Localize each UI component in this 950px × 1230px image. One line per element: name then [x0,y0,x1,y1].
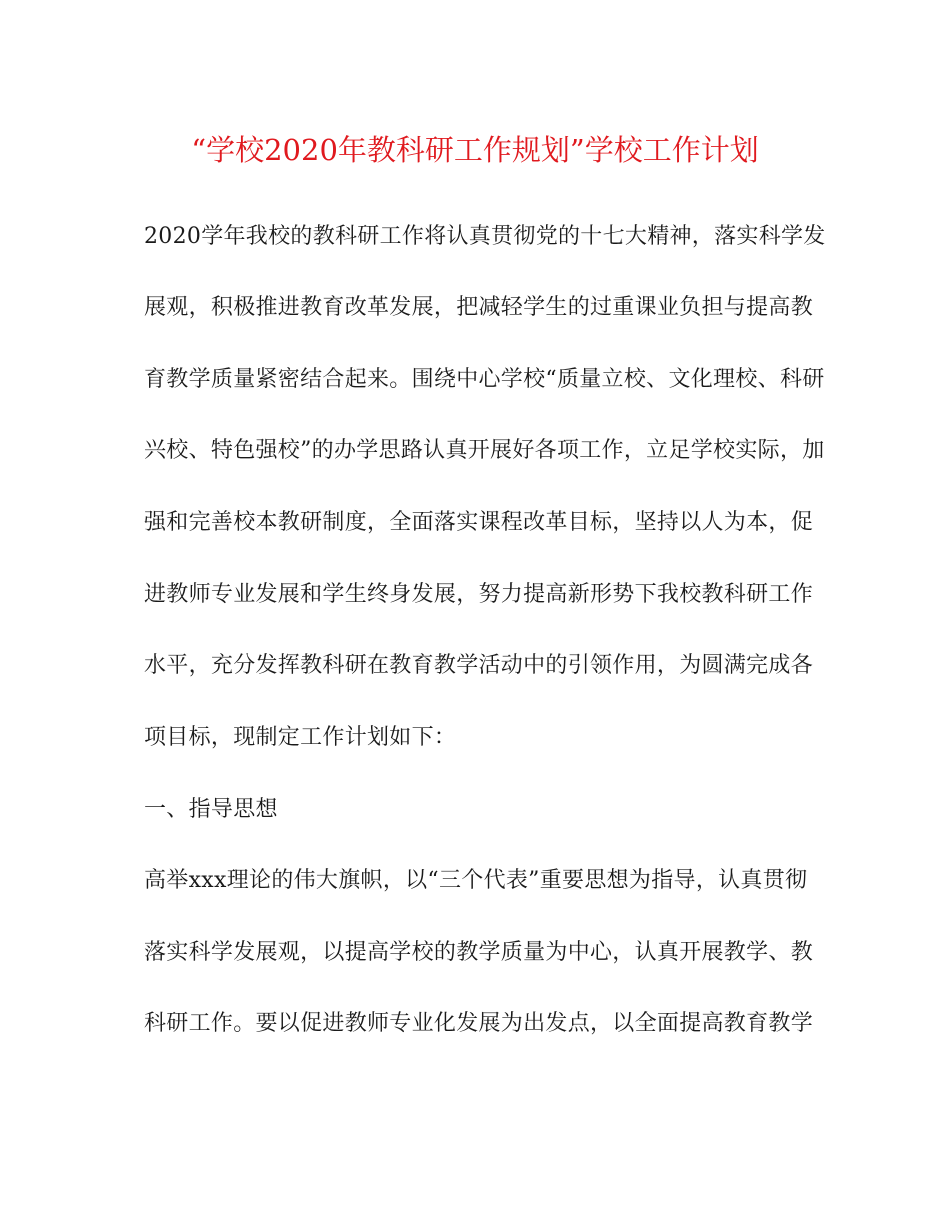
document-title: “学校2020年教科研工作规划”学校工作计划 [191,133,759,167]
body-line-7: 水平，充分发挥教科研在教育教学活动中的引领作用，为圆满完成各 [144,653,814,678]
body-line-10: 落实科学发展观，以提高学校的教学质量为中心，认真开展教学、教 [144,940,814,965]
body-line-1: 2020学年我校的教科研工作将认真贯彻党的十七大精神，落实科学发 [144,224,826,249]
body-line-8: 项目标，现制定工作计划如下： [144,725,457,750]
body-line-9: 高举xxx理论的伟大旗帜，以“三个代表”重要思想为指导，认真贯彻 [144,868,808,893]
body-line-11: 科研工作。要以促进教师专业化发展为出发点，以全面提高教育教学 [144,1011,814,1036]
body-line-3: 育教学质量紧密结合起来。围绕中心学校“质量立校、文化理校、科研 [144,367,825,392]
body-line-6: 进教师专业发展和学生终身发展，努力提高新形势下我校教科研工作 [144,582,814,607]
section-heading: 一、指导思想 [144,797,278,822]
body-line-2: 展观，积极推进教育改革发展，把减轻学生的过重课业负担与提高教 [144,295,814,320]
body-line-5: 强和完善校本教研制度，全面落实课程改革目标，坚持以人为本，促 [144,510,814,535]
body-line-4: 兴校、特色强校”的办学思路认真开展好各项工作，立足学校实际，加 [144,438,825,463]
